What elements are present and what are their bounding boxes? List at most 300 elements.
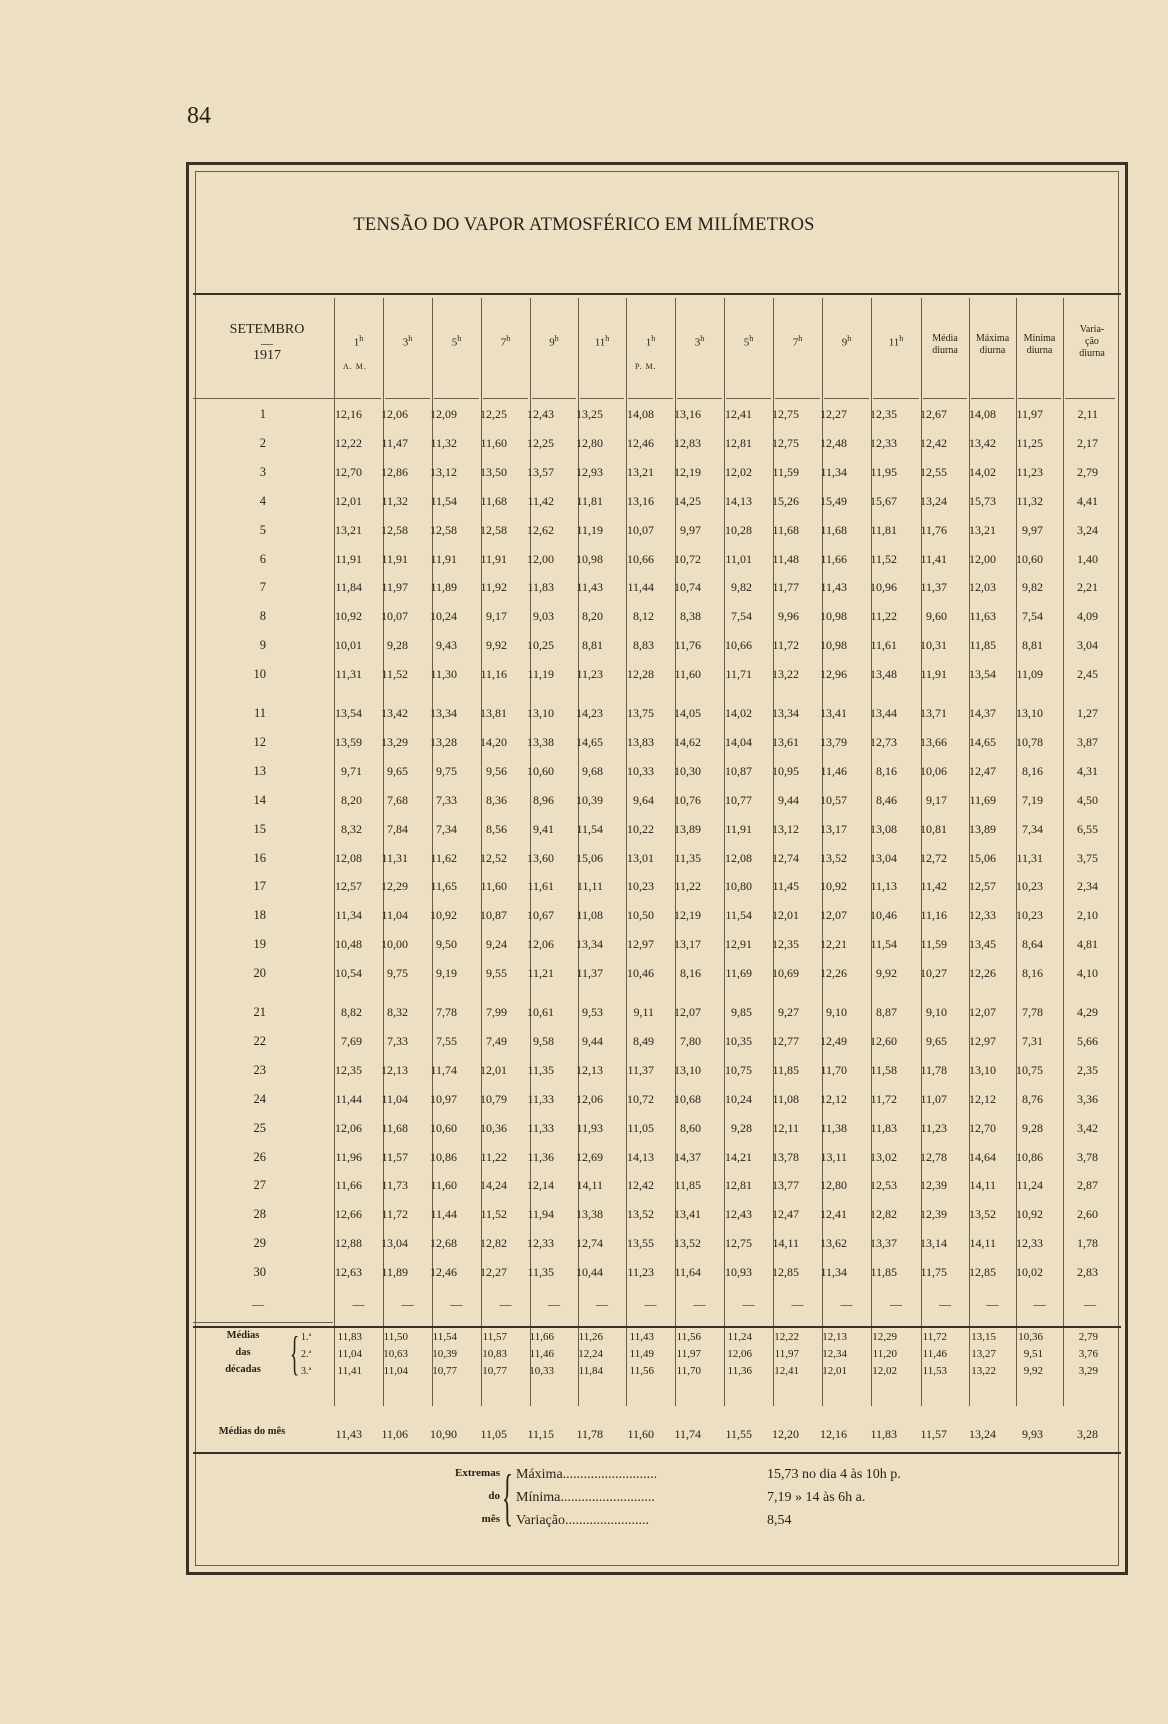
day-cell: 1 <box>259 407 266 421</box>
value-cell: 7,99 <box>486 1005 507 1019</box>
value-cell: 10,72 <box>674 551 701 566</box>
value-cell: 11,01 <box>725 551 752 566</box>
value-cell: 9,56 <box>486 763 507 778</box>
value-cell: 12,35 <box>870 407 897 421</box>
value-cell: 12,25 <box>480 407 507 421</box>
day-cell: 4 <box>259 493 266 508</box>
value-cell: 12,33 <box>870 435 897 450</box>
title-rule <box>193 293 1121 295</box>
hour-suffix: h <box>359 334 364 343</box>
value-cell: 10,24 <box>725 1091 752 1106</box>
day-cell: 25 <box>253 1120 266 1135</box>
value-cell: 12,06 <box>527 937 554 952</box>
value-cell: 11,44 <box>627 580 654 595</box>
value-cell: 10,72 <box>627 1091 654 1106</box>
value-cell: 1,40 <box>1077 551 1098 566</box>
decade-value-cell: 11,49 <box>629 1348 654 1360</box>
hour-suffix: h <box>408 334 413 343</box>
value-cell: 7,78 <box>1022 1005 1043 1019</box>
value-cell: 12,07 <box>969 1005 996 1019</box>
value-cell: 9,17 <box>926 792 947 807</box>
value-cell: 10,86 <box>1016 1149 1043 1164</box>
value-cell: 13,34 <box>430 706 457 720</box>
day-cell: 20 <box>253 966 266 981</box>
value-cell: 7,33 <box>387 1033 408 1048</box>
value-cell: 12,41 <box>725 407 752 421</box>
dash-cell: — <box>840 1297 853 1311</box>
value-cell: 11,13 <box>870 879 897 894</box>
decade-value-cell: 3,76 <box>1078 1348 1098 1360</box>
decade-value-cell: 11,50 <box>383 1331 408 1343</box>
value-cell: 11,83 <box>870 1120 897 1135</box>
value-cell: 12,39 <box>920 1178 947 1193</box>
value-cell: 10,36 <box>480 1120 507 1135</box>
value-cell: 9,28 <box>1022 1120 1043 1135</box>
extremas-value: 8,54 <box>767 1513 792 1528</box>
value-cell: 12,09 <box>430 407 457 421</box>
value-cell: 11,16 <box>920 908 947 923</box>
value-cell: 8,82 <box>341 1005 362 1019</box>
day-cell: 21 <box>253 1005 266 1019</box>
value-cell: 13,17 <box>820 821 847 836</box>
value-cell: 12,75 <box>772 407 799 421</box>
extremas-label: mês <box>481 1513 500 1525</box>
header-hour: 1$^h$ <box>645 334 656 349</box>
value-cell: 11,52 <box>381 667 408 682</box>
decade-value-cell: 11,97 <box>774 1348 799 1360</box>
header-pm: P. M. <box>635 362 657 371</box>
value-cell: 11,32 <box>430 435 457 450</box>
header-underline <box>1065 398 1115 399</box>
value-cell: 10,44 <box>576 1265 603 1280</box>
decade-value-cell: 11,04 <box>383 1365 408 1377</box>
value-cell: 13,34 <box>772 706 799 720</box>
value-cell: 11,48 <box>772 551 799 566</box>
value-cell: 12,67 <box>920 407 947 421</box>
value-cell: 11,60 <box>480 435 507 450</box>
header-stat-line: Média <box>932 333 958 344</box>
value-cell: 11,52 <box>870 551 897 566</box>
value-cell: 8,87 <box>876 1005 897 1019</box>
value-cell: 10,86 <box>430 1149 457 1164</box>
value-cell: 10,98 <box>576 551 603 566</box>
decade-value-cell: 13,27 <box>971 1348 996 1360</box>
value-cell: 11,31 <box>335 667 362 682</box>
extremas-name: Variação <box>516 1513 565 1528</box>
decade-value-cell: 10,77 <box>432 1365 457 1377</box>
table-title: TENSÃO DO VAPOR ATMOSFÉRICO EM MILÍMETROS <box>353 215 815 235</box>
value-cell: 12,77 <box>772 1033 799 1048</box>
value-cell: 11,35 <box>527 1062 554 1077</box>
value-cell: 8,16 <box>1022 966 1043 981</box>
value-cell: 7,55 <box>436 1033 457 1048</box>
value-cell: 9,97 <box>680 522 701 537</box>
month-mean-cell: 9,93 <box>1022 1427 1043 1441</box>
value-cell: 12,58 <box>480 522 507 537</box>
decade-value-cell: 11,56 <box>629 1365 654 1377</box>
value-cell: 7,54 <box>731 609 752 624</box>
value-cell: 11,73 <box>381 1178 408 1193</box>
value-cell: 11,43 <box>576 580 603 595</box>
value-cell: 9,03 <box>533 609 554 624</box>
dash-cell: — <box>890 1297 902 1311</box>
value-cell: 11,34 <box>820 1265 847 1280</box>
value-cell: 12,25 <box>527 435 554 450</box>
value-cell: 8,81 <box>582 638 603 653</box>
value-cell: 11,72 <box>381 1207 408 1222</box>
value-cell: 11,89 <box>381 1265 408 1280</box>
value-cell: 14,25 <box>674 493 701 508</box>
value-cell: 15,06 <box>576 850 603 865</box>
value-cell: 12,60 <box>870 1033 897 1048</box>
value-cell: 13,66 <box>920 734 947 749</box>
month-mean-cell: 13,24 <box>969 1427 996 1441</box>
decade-value-cell: 11,41 <box>337 1365 362 1377</box>
value-cell: 11,81 <box>576 493 603 508</box>
value-cell: 11,37 <box>576 966 603 981</box>
value-cell: 11,31 <box>1016 850 1043 865</box>
value-cell: 13,38 <box>527 734 554 749</box>
value-cell: 13,14 <box>920 1236 947 1251</box>
value-cell: 10,66 <box>627 551 654 566</box>
value-cell: 9,55 <box>486 966 507 981</box>
header-month: SETEMBRO <box>229 322 305 337</box>
value-cell: 12,68 <box>430 1236 457 1251</box>
value-cell: 10,23 <box>1016 908 1043 923</box>
value-cell: 8,83 <box>633 638 654 653</box>
decade-value-cell: 12,29 <box>872 1331 897 1343</box>
decade-value-cell: 11,26 <box>578 1331 603 1343</box>
value-cell: 11,69 <box>725 966 752 981</box>
value-cell: 9,10 <box>826 1005 847 1019</box>
medias-decadas-label <box>197 1327 289 1378</box>
value-cell: 7,54 <box>1022 609 1043 624</box>
header-underline <box>824 398 869 399</box>
header-underline <box>580 398 624 399</box>
value-cell: 3,78 <box>1077 1149 1098 1164</box>
month-mean-cell: 11,05 <box>480 1427 507 1441</box>
value-cell: 12,78 <box>920 1149 947 1164</box>
value-cell: 11,09 <box>1016 667 1043 682</box>
decade-value-cell: 10,83 <box>482 1348 507 1360</box>
value-cell: 9,75 <box>387 966 408 981</box>
value-cell: 9,44 <box>582 1033 603 1048</box>
value-cell: 9,64 <box>633 792 654 807</box>
value-cell: 9,44 <box>778 792 799 807</box>
decade-value-cell: 11,84 <box>578 1365 603 1377</box>
header-stat <box>1016 333 1063 357</box>
value-cell: 8,46 <box>876 792 897 807</box>
value-cell: 10,74 <box>674 580 701 595</box>
value-cell: 10,79 <box>480 1091 507 1106</box>
month-mean-cell: 12,20 <box>772 1427 799 1441</box>
value-cell: 12,03 <box>969 580 996 595</box>
value-cell: 12,26 <box>820 966 847 981</box>
value-cell: 11,23 <box>627 1265 654 1280</box>
value-cell: 10,28 <box>725 522 752 537</box>
value-cell: 11,34 <box>335 908 362 923</box>
value-cell: 14,08 <box>969 407 996 421</box>
value-cell: 13,60 <box>527 850 554 865</box>
header-stat-line: Varia- <box>1079 324 1105 335</box>
value-cell: 12,33 <box>1016 1236 1043 1251</box>
value-cell: 13,44 <box>870 706 897 720</box>
value-cell: 11,91 <box>725 821 752 836</box>
value-cell: 13,81 <box>480 706 507 720</box>
value-cell: 11,68 <box>772 522 799 537</box>
day-cell: 2 <box>259 435 266 450</box>
value-cell: 11,58 <box>870 1062 897 1077</box>
value-cell: 3,04 <box>1077 638 1098 653</box>
value-cell: 14,11 <box>772 1236 799 1251</box>
value-cell: 13,50 <box>480 464 507 479</box>
value-cell: 8,16 <box>876 763 897 778</box>
value-cell: 12,97 <box>627 937 654 952</box>
header-hour: 3$^h$ <box>402 334 413 349</box>
value-cell: 11,91 <box>381 551 408 566</box>
value-cell: 8,36 <box>486 792 507 807</box>
value-cell: 12,93 <box>576 464 603 479</box>
value-cell: 2,10 <box>1077 908 1098 923</box>
hour-suffix: h <box>651 334 656 343</box>
value-cell: 14,11 <box>969 1236 996 1251</box>
value-cell: 10,24 <box>430 609 457 624</box>
value-cell: 13,41 <box>674 1207 701 1222</box>
value-cell: 11,04 <box>381 908 408 923</box>
day-cell: 15 <box>253 821 266 836</box>
dash-cell: — <box>693 1297 706 1311</box>
value-cell: 13,34 <box>576 937 603 952</box>
value-cell: 12,13 <box>381 1062 408 1077</box>
value-cell: 10,46 <box>870 908 897 923</box>
value-cell: 10,66 <box>725 638 752 653</box>
value-cell: 13,21 <box>335 522 362 537</box>
value-cell: 11,85 <box>772 1062 799 1077</box>
hour-suffix: h <box>554 334 559 343</box>
month-mean-cell: 11,74 <box>674 1427 701 1441</box>
value-cell: 2,34 <box>1077 879 1098 894</box>
value-cell: 10,69 <box>772 966 799 981</box>
medias-label-line: décadas <box>225 1364 261 1375</box>
dash-cell: — <box>548 1297 560 1311</box>
value-cell: 11,33 <box>527 1091 554 1106</box>
value-cell: 12,07 <box>674 1005 701 1019</box>
value-cell: 10,01 <box>335 638 362 653</box>
value-cell: 9,71 <box>341 763 362 778</box>
decade-value-cell: 10,77 <box>482 1365 507 1377</box>
value-cell: 12,81 <box>725 1178 752 1193</box>
value-cell: 13,22 <box>772 667 799 682</box>
dash-cell: — <box>644 1297 657 1311</box>
day-cell: 3 <box>259 464 266 479</box>
value-cell: 11,34 <box>820 464 847 479</box>
value-cell: 11,61 <box>870 638 897 653</box>
day-cell: 12 <box>253 734 266 749</box>
dash-cell: — <box>252 1297 264 1311</box>
header-underline <box>434 398 479 399</box>
value-cell: 15,26 <box>772 493 799 508</box>
value-cell: 12,57 <box>969 879 996 894</box>
extremas-line <box>516 1488 655 1508</box>
value-cell: 14,02 <box>725 706 752 720</box>
value-cell: 11,52 <box>480 1207 507 1222</box>
value-cell: 11,16 <box>480 667 507 682</box>
value-cell: 8,32 <box>387 1005 408 1019</box>
value-cell: 8,76 <box>1022 1091 1043 1106</box>
value-cell: 11,37 <box>920 580 947 595</box>
value-cell: 12,19 <box>674 464 701 479</box>
value-cell: 11,70 <box>820 1062 847 1077</box>
value-cell: 11,89 <box>430 580 457 595</box>
value-cell: 8,60 <box>680 1120 701 1135</box>
value-cell: 12,83 <box>674 435 701 450</box>
value-cell: 11,33 <box>527 1120 554 1135</box>
header-underline <box>483 398 528 399</box>
header-underline <box>193 398 336 399</box>
value-cell: 13,38 <box>576 1207 603 1222</box>
value-cell: 7,34 <box>1022 821 1043 836</box>
value-cell: 12,06 <box>381 407 408 421</box>
value-cell: 10,30 <box>674 763 701 778</box>
value-cell: 9,41 <box>533 821 554 836</box>
extremas-label: do <box>488 1490 500 1502</box>
value-cell: 13,12 <box>772 821 799 836</box>
value-cell: 11,78 <box>920 1062 947 1077</box>
decade-value-cell: 11,66 <box>529 1331 554 1343</box>
month-mean-cell: 11,83 <box>870 1427 897 1441</box>
value-cell: 13,10 <box>527 706 554 720</box>
value-cell: 14,08 <box>627 407 654 421</box>
value-cell: 12,11 <box>772 1120 799 1135</box>
header-stat <box>969 333 1016 357</box>
value-cell: 11,94 <box>527 1207 554 1222</box>
value-cell: 13,54 <box>335 706 362 720</box>
value-cell: 11,54 <box>576 821 603 836</box>
header-stat-line: diurna <box>932 345 958 356</box>
decade-value-cell: 11,83 <box>337 1331 362 1343</box>
value-cell: 8,20 <box>341 792 362 807</box>
decade-value-cell: 11,24 <box>727 1331 752 1343</box>
value-cell: 12,42 <box>627 1178 654 1193</box>
value-cell: 13,12 <box>430 464 457 479</box>
value-cell: 13,83 <box>627 734 654 749</box>
value-cell: 13,29 <box>381 734 408 749</box>
value-cell: 10,22 <box>627 821 654 836</box>
header-underline <box>873 398 919 399</box>
value-cell: 11,32 <box>1016 493 1043 508</box>
value-cell: 10,60 <box>430 1120 457 1135</box>
dash-cell: — <box>499 1297 512 1311</box>
decade-value-cell: 12,02 <box>872 1365 897 1377</box>
value-cell: 11,54 <box>430 493 457 508</box>
header-am: A. M. <box>343 362 367 371</box>
value-cell: 12,33 <box>527 1236 554 1251</box>
value-cell: 9,65 <box>926 1033 947 1048</box>
decade-value-cell: 11,46 <box>529 1348 554 1360</box>
decade-value-cell: 9,92 <box>1023 1365 1043 1377</box>
header-stat-line: Máxima <box>975 333 1010 344</box>
value-cell: 2,83 <box>1077 1265 1098 1280</box>
hour-suffix: h <box>798 334 803 343</box>
extremas-dots: ........................... <box>560 1490 655 1505</box>
value-cell: 11,36 <box>527 1149 554 1164</box>
value-cell: 13,21 <box>627 464 654 479</box>
decade-value-cell: 11,54 <box>432 1331 457 1343</box>
hour-suffix: h <box>749 334 754 343</box>
row-rule <box>193 1452 1121 1454</box>
extremas-label: Extremas <box>454 1467 500 1479</box>
dash-cell: — <box>450 1297 463 1311</box>
value-cell: 11,64 <box>674 1265 701 1280</box>
value-cell: 7,31 <box>1022 1033 1043 1048</box>
value-cell: 12,27 <box>820 407 847 421</box>
decade-value-cell: 12,34 <box>822 1348 847 1360</box>
value-cell: 11,81 <box>870 522 897 537</box>
value-cell: 12,69 <box>576 1149 603 1164</box>
value-cell: 2,17 <box>1077 435 1098 450</box>
value-cell: 10,76 <box>674 792 701 807</box>
value-cell: 11,23 <box>920 1120 947 1135</box>
value-cell: 11,77 <box>772 580 799 595</box>
value-cell: 12,12 <box>820 1091 847 1106</box>
value-cell: 12,82 <box>870 1207 897 1222</box>
value-cell: 13,24 <box>920 493 947 508</box>
value-cell: 12,43 <box>725 1207 752 1222</box>
value-cell: 8,38 <box>680 609 701 624</box>
value-cell: 13,28 <box>430 734 457 749</box>
value-cell: 11,85 <box>969 638 996 653</box>
value-cell: 10,75 <box>725 1062 752 1077</box>
value-cell: 11,22 <box>870 609 897 624</box>
value-cell: 10,98 <box>820 638 847 653</box>
value-cell: 4,81 <box>1077 937 1098 952</box>
value-cell: 5,66 <box>1077 1033 1098 1048</box>
value-cell: 10,95 <box>772 763 799 778</box>
value-cell: 7,68 <box>387 792 408 807</box>
day-cell: 7 <box>259 580 266 595</box>
value-cell: 11,60 <box>480 879 507 894</box>
month-mean-cell: 3,28 <box>1077 1427 1098 1441</box>
value-cell: 11,92 <box>480 580 507 595</box>
decade-value-cell: 12,13 <box>822 1331 847 1343</box>
day-cell: 29 <box>253 1236 266 1251</box>
value-cell: 13,11 <box>820 1149 847 1164</box>
value-cell: 13,41 <box>820 706 847 720</box>
value-cell: 10,23 <box>1016 879 1043 894</box>
value-cell: 11,11 <box>576 879 603 894</box>
value-cell: 11,91 <box>335 551 362 566</box>
value-cell: 12,81 <box>725 435 752 450</box>
value-cell: 12,75 <box>725 1236 752 1251</box>
header-hour: 11$^h$ <box>888 334 904 349</box>
decade-value-cell: 10,36 <box>1018 1331 1043 1343</box>
header-stat-line: Mínima <box>1023 333 1056 344</box>
value-cell: 8,16 <box>680 966 701 981</box>
decade-value-cell: 12,01 <box>822 1365 847 1377</box>
value-cell: 11,42 <box>920 879 947 894</box>
value-cell: 10,60 <box>1016 551 1043 566</box>
value-cell: 12,00 <box>527 551 554 566</box>
value-cell: 10,39 <box>576 792 603 807</box>
extremas-name: Mínima <box>516 1490 561 1505</box>
value-cell: 11,68 <box>381 1120 408 1135</box>
value-cell: 12,91 <box>725 937 752 952</box>
value-cell: 12,62 <box>527 522 554 537</box>
value-cell: 14,11 <box>969 1178 996 1193</box>
value-cell: 12,43 <box>527 407 554 421</box>
value-cell: 12,42 <box>920 435 947 450</box>
dash-cell: — <box>352 1297 365 1311</box>
